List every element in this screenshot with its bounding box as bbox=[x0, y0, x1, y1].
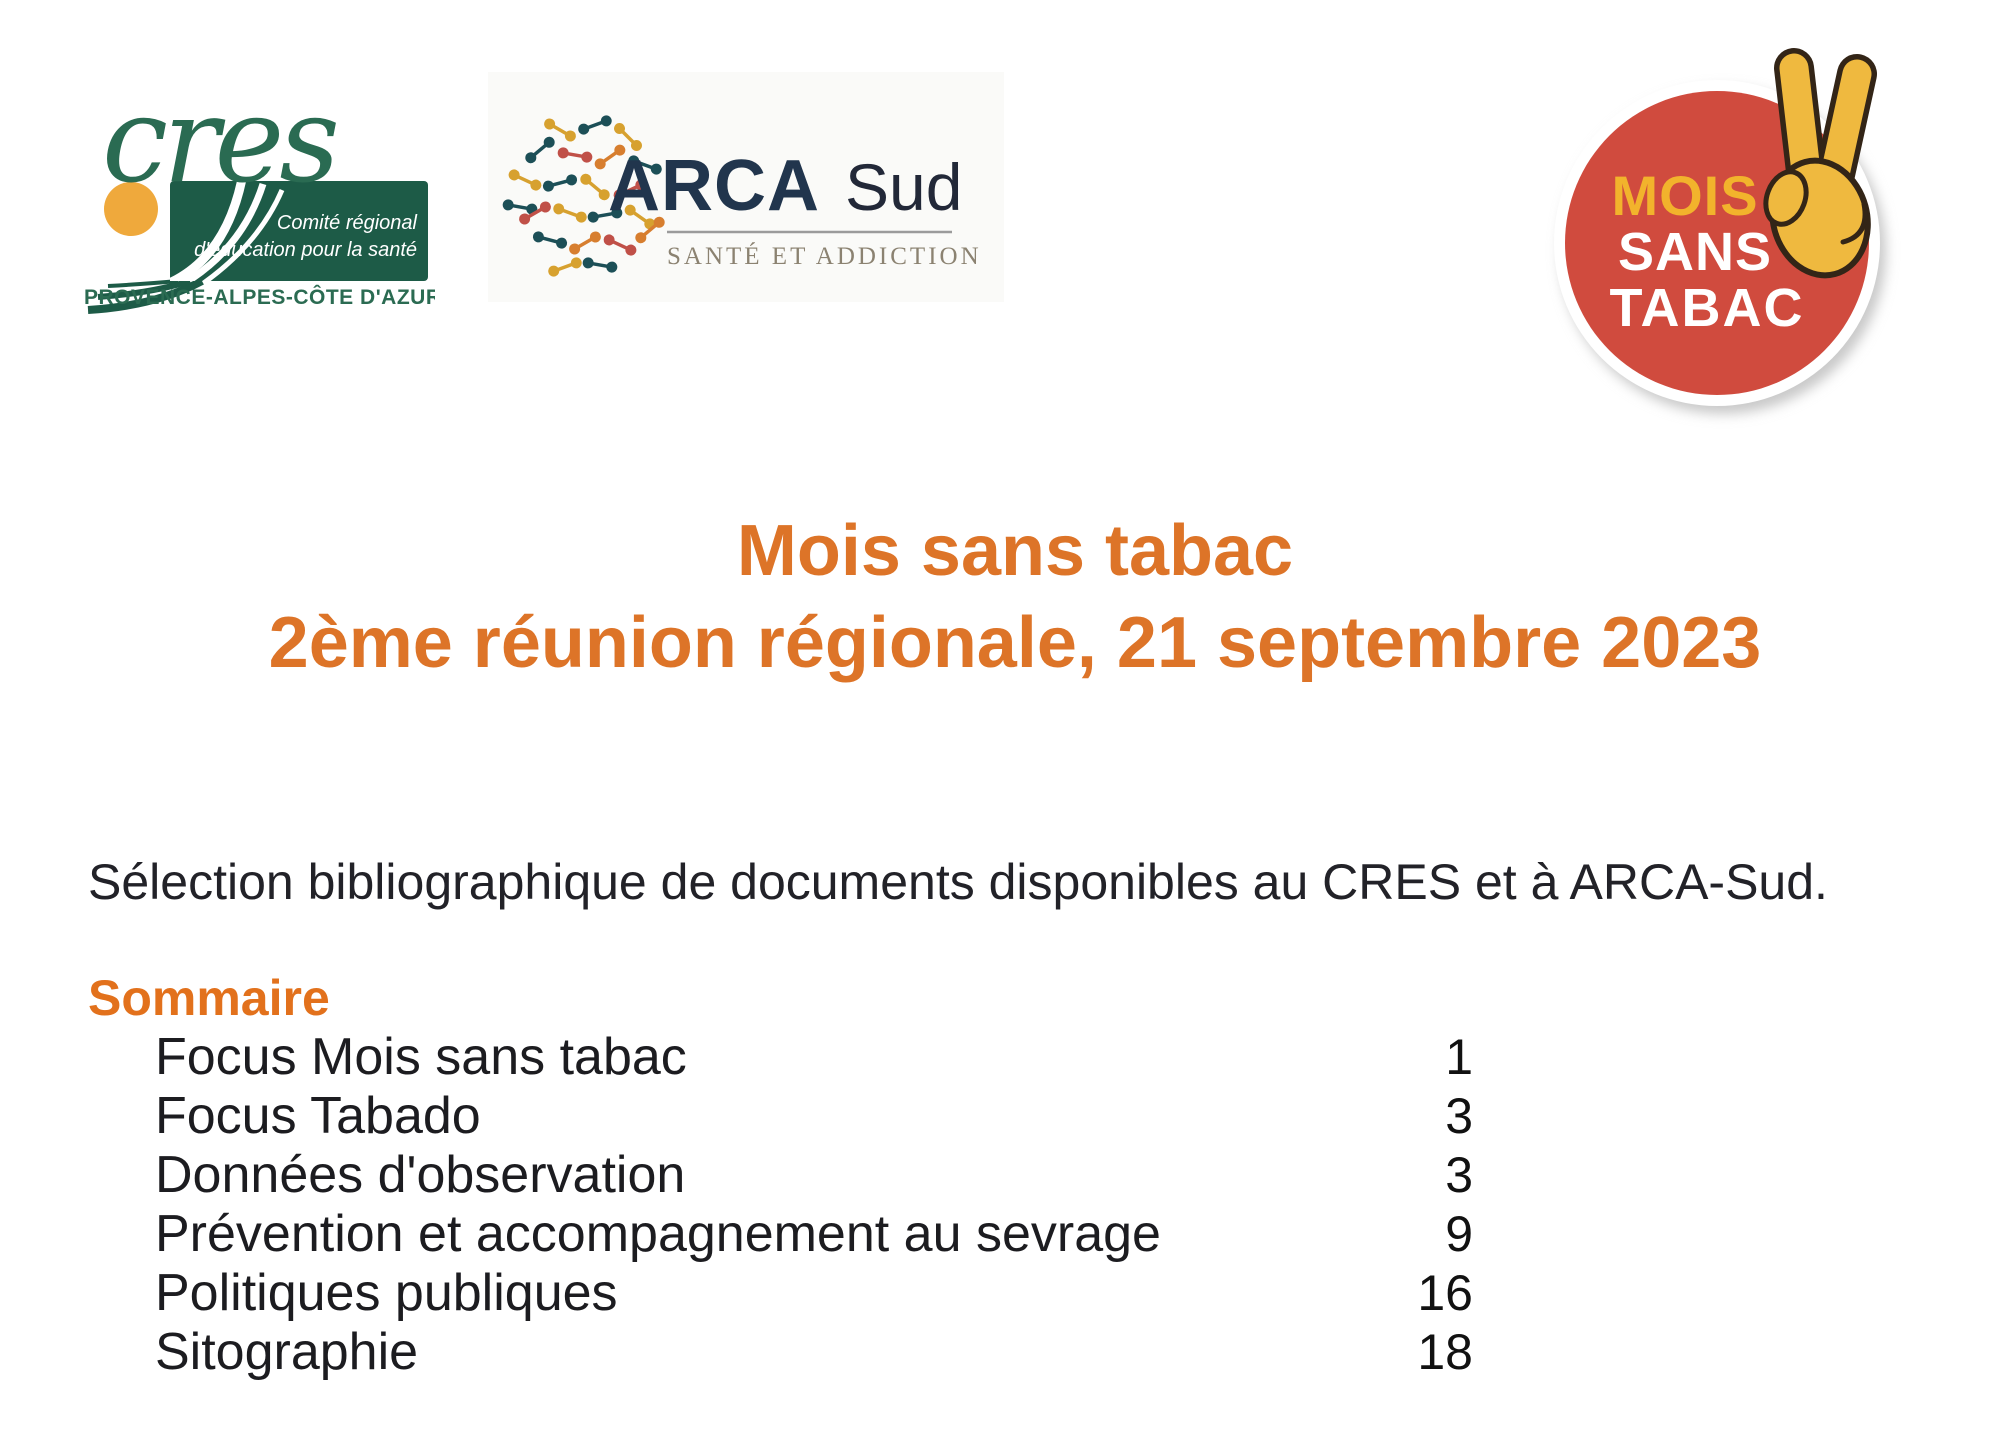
cres-logo bbox=[80, 78, 435, 318]
toc-entry-page-number: 3 bbox=[1445, 1147, 1473, 1203]
toc-entry-page-number: 9 bbox=[1445, 1206, 1473, 1262]
cres-wordmark: cres bbox=[102, 78, 335, 209]
cres-logo-graphic bbox=[80, 78, 435, 318]
toc-entry-label: Focus Mois sans tabac bbox=[155, 1028, 687, 1086]
toc-list bbox=[155, 1028, 1473, 1382]
toc-entry-page-number: 16 bbox=[1417, 1265, 1473, 1321]
mois-sans-tabac-graphic bbox=[1545, 30, 1965, 430]
arca-suffix: Sud bbox=[845, 150, 963, 224]
cres-box-line2: d'éducation pour la santé bbox=[194, 239, 417, 261]
toc-row bbox=[155, 1264, 1473, 1323]
title-line1: Mois sans tabac bbox=[736, 511, 1294, 591]
title-line2: 2ème réunion régionale, 21 septembre 2023 bbox=[268, 603, 1762, 683]
badge-line3: TABAC bbox=[1609, 278, 1805, 338]
toc-entry-label: Focus Tabado bbox=[155, 1087, 481, 1145]
toc-heading: Sommaire bbox=[88, 970, 330, 1026]
badge-line1: MOIS bbox=[1611, 164, 1759, 227]
arca-tagline: SANTÉ ET ADDICTION bbox=[667, 243, 980, 270]
cres-region-line: PROVENCE-ALPES-CÔTE D'AZUR bbox=[84, 286, 435, 309]
toc-entry-label: Politiques publiques bbox=[155, 1264, 618, 1322]
toc-entry-page-number: 18 bbox=[1417, 1324, 1473, 1380]
toc-entry-page-number: 3 bbox=[1445, 1088, 1473, 1144]
document-title bbox=[30, 505, 2000, 689]
toc-entry-label: Prévention et accompagnement au sevrage bbox=[155, 1205, 1161, 1263]
badge-line2: SANS bbox=[1617, 222, 1773, 282]
toc-row bbox=[155, 1205, 1473, 1264]
toc-row bbox=[155, 1028, 1473, 1087]
cres-box-line1: Comité régional bbox=[276, 212, 417, 234]
toc-row bbox=[155, 1323, 1473, 1382]
toc-row bbox=[155, 1146, 1473, 1205]
arca-sud-logo bbox=[500, 95, 980, 295]
arca-logo-graphic bbox=[500, 95, 980, 295]
toc-entry-page-number: 1 bbox=[1445, 1029, 1473, 1085]
intro-sentence: Sélection bibliographique de documents disponibles au CRES et à ARCA-Sud. bbox=[88, 854, 1828, 910]
mois-sans-tabac-badge bbox=[1545, 30, 1965, 430]
toc-entry-label: Données d'observation bbox=[155, 1146, 686, 1204]
toc-entry-label: Sitographie bbox=[155, 1323, 419, 1381]
arca-wordmark: ARCA bbox=[608, 146, 820, 226]
toc-row bbox=[155, 1087, 1473, 1146]
